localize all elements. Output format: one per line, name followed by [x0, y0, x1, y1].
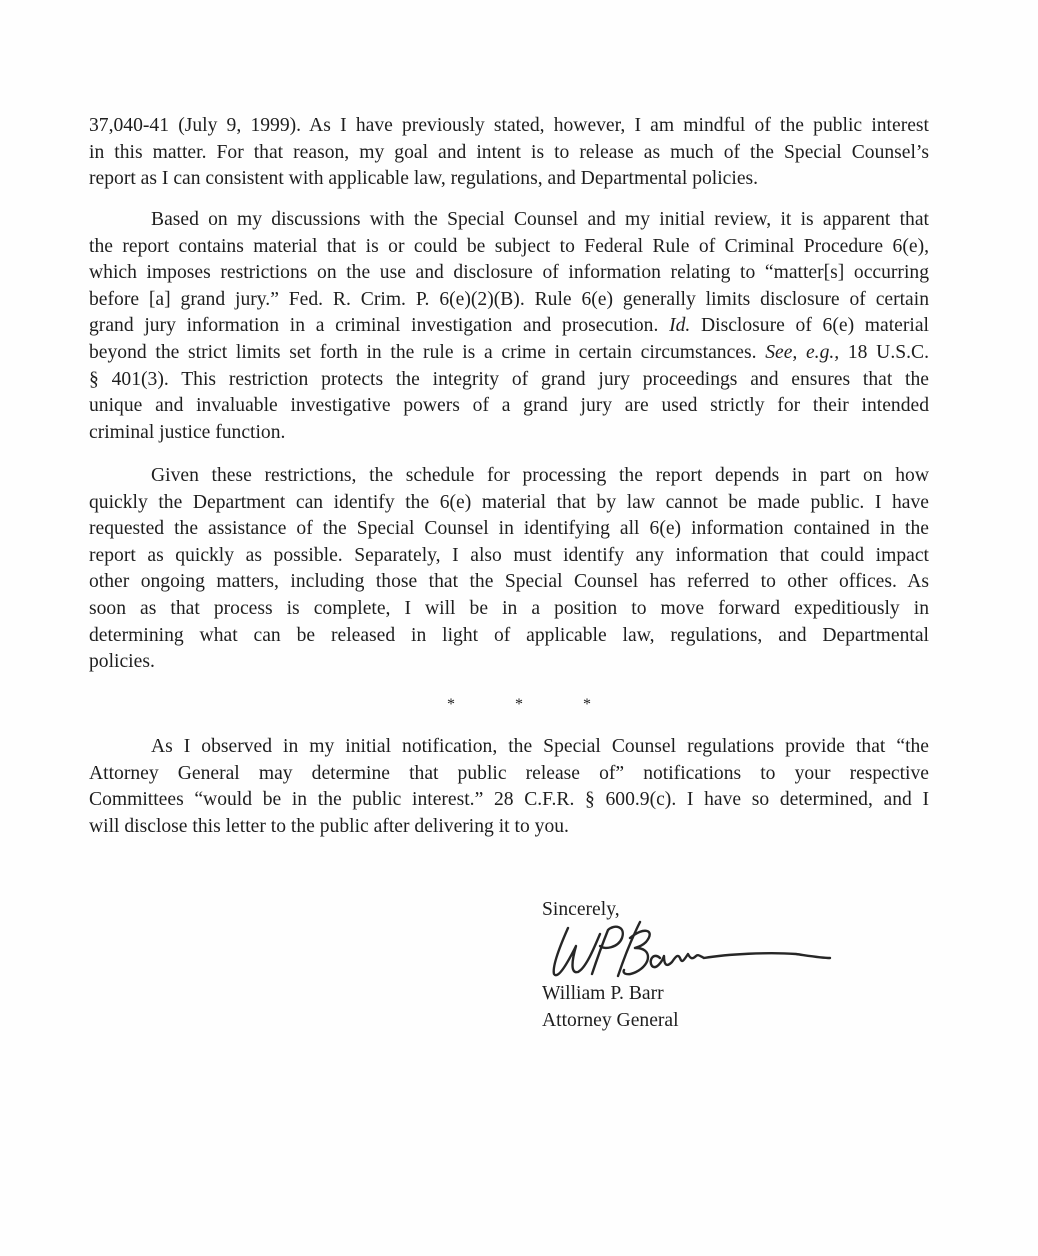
- text-line: policies.: [89, 651, 155, 673]
- signatory-title: Attorney General: [542, 1009, 679, 1031]
- section-break: [0, 692, 1038, 719]
- paragraph-2: [89, 207, 929, 446]
- text-line: quickly the Department can identify the 6(e) material that by law cannot be made public. I have: [89, 491, 929, 513]
- signatory-name: William P. Barr: [542, 983, 664, 1004]
- text-line: other ongoing matters, including those that the Special Counsel has referred to other offices. As: [89, 571, 929, 593]
- text-line: soon as that process is complete, I will be in a position to move forward expeditiously in: [89, 597, 929, 619]
- text-line: in this matter. For that reason, my goal and intent is to release as much of the Special Counsel’s: [89, 141, 929, 163]
- text-line: 37,040-41 (July 9, 1999). As I have previously stated, however, I am mindful of the public interest: [89, 115, 929, 136]
- text-line: grand jury information in a criminal investigation and prosecution. Id. Disclosure of 6(e) material: [89, 315, 929, 337]
- text-line: report as I can consistent with applicable law, regulations, and Departmental policies.: [89, 168, 759, 190]
- asterisk: *: [583, 696, 591, 713]
- text-line: Based on my discussions with the Special Counsel and my initial review, it is apparent that: [151, 209, 929, 230]
- salutation: Sincerely,: [542, 899, 620, 920]
- paragraph-1: [89, 113, 929, 193]
- text-line: which imposes restrictions on the use and disclosure of information relating to “matter[s] occurring: [89, 262, 929, 284]
- asterisk: *: [447, 696, 455, 713]
- handwritten-signature-icon: [548, 918, 838, 984]
- text-line: the report contains material that is or could be subject to Federal Rule of Criminal Procedure 6(e),: [89, 235, 929, 257]
- text-line: Given these restrictions, the schedule for processing the report depends in part on how: [151, 465, 929, 486]
- text-line: will disclose this letter to the public after delivering it to you.: [89, 815, 569, 837]
- text-line: As I observed in my initial notification, the Special Counsel regulations provide that “the: [151, 736, 929, 757]
- text-line: Attorney General may determine that public release of” notifications to your respective: [89, 762, 929, 784]
- text-line: criminal justice function.: [89, 421, 286, 443]
- paragraph-4: [89, 734, 929, 840]
- paragraph-3: [89, 463, 929, 676]
- text-line: determining what can be released in light of applicable law, regulations, and Departmental: [89, 624, 929, 646]
- text-line: report as quickly as possible. Separately, I also must identify any information that could impact: [89, 544, 929, 566]
- text-line: Committees “would be in the public interest.” 28 C.F.R. § 600.9(c). I have so determined, and I: [89, 789, 929, 811]
- text-line: requested the assistance of the Special Counsel in identifying all 6(e) information contained in the: [89, 518, 929, 540]
- signatory-block: [542, 981, 679, 1034]
- text-line: § 401(3). This restriction protects the integrity of grand jury proceedings and ensures that the: [89, 368, 929, 390]
- text-line: before [a] grand jury.” Fed. R. Crim. P. 6(e)(2)(B). Rule 6(e) generally limits disclosure of certain: [89, 288, 929, 310]
- asterisk: *: [515, 696, 523, 713]
- text-line: beyond the strict limits set forth in the rule is a crime in certain circumstances. See, e.g., 18 U.S.C.: [89, 341, 929, 363]
- text-line: unique and invaluable investigative powers of a grand jury are used strictly for their intended: [89, 395, 929, 417]
